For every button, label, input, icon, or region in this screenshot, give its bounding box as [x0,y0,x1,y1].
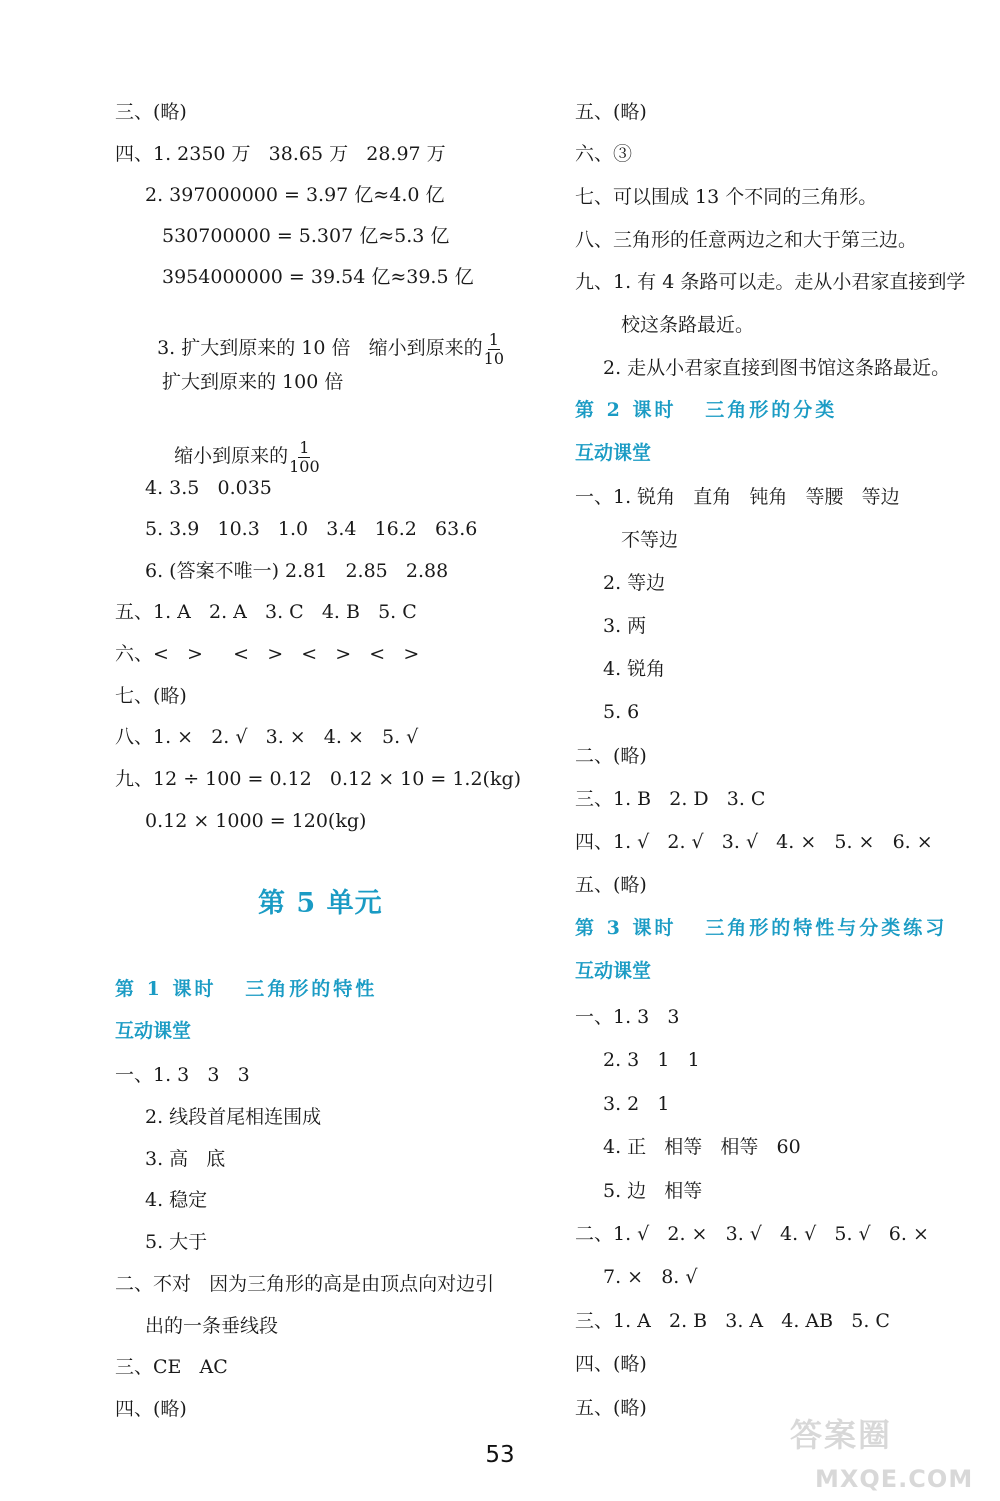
answer-line: 校这条路最近。 [621,314,755,336]
answer-line: 3. 两 [603,615,647,637]
lesson-heading: 第 3 课时 三角形的特性与分类练习 [575,917,948,939]
answer-line: 一、1. 3 3 [575,1006,680,1028]
unit-title: 第 5 单元 [258,888,383,919]
answer-line: 0.12 × 1000 = 120(kg) [145,810,367,832]
watermark: 答案圈 [790,1416,893,1454]
answer-line: 5. 大于 [145,1231,208,1253]
answer-line: 一、1. 3 3 3 [115,1064,250,1086]
page-number: 53 [485,1442,515,1468]
answer-line: 二、(略) [575,745,647,767]
answer-line: 四、1. 2350 万 38.65 万 28.97 万 [115,143,446,165]
answer-line: 九、1. 有 4 条路可以走。走从小君家直接到学 [575,271,966,293]
answer-line: 二、1. √ 2. × 3. √ 4. √ 5. √ 6. × [575,1223,929,1245]
fraction-denominator: 10 [483,348,504,368]
answer-line: 三、CE AC [115,1356,228,1378]
lesson-heading: 第 2 课时 三角形的分类 [575,399,838,421]
fraction [289,439,320,475]
answer-line: 4. 稳定 [145,1189,208,1211]
answer-line: 五、1. A 2. A 3. C 4. B 5. C [115,601,417,623]
answer-line: 2. 走从小君家直接到图书馆这条路最近。 [603,357,951,379]
answer-line: 6. (答案不唯一) 2.81 2.85 2.88 [145,560,449,582]
answer-line: 一、1. 锐角 直角 钝角 等腰 等边 [575,486,900,508]
answer-line: 4. 3.5 0.035 [145,477,272,499]
answer-line: 五、(略) [575,874,647,896]
answer-line: 3. 2 1 [603,1093,670,1115]
answer-line: 3954000000 = 39.54 亿≈39.5 亿 [162,266,474,288]
answer-text: 缩小到原来的 [174,445,289,468]
answer-line: 5. 3.9 10.3 1.0 3.4 16.2 63.6 [145,518,478,540]
answer-line: 2. 等边 [603,572,666,594]
answer-line: 六、< > < > < > < > [115,643,420,665]
answer-line: 5. 边 相等 [603,1180,703,1202]
answer-line: 4. 锐角 [603,658,666,680]
fraction-denominator: 100 [289,456,320,476]
answer-line: 七、(略) [115,685,187,707]
answer-line: 五、(略) [575,101,647,123]
fraction [484,331,504,367]
answer-line: 5. 6 [603,701,640,723]
section-heading: 互动课堂 [575,442,652,464]
answer-line: 2. 3 1 1 [603,1049,700,1071]
answer-text: 3. 扩大到原来的 10 倍 缩小到原来的 [157,337,483,360]
answer-line: 4. 正 相等 相等 60 [603,1136,801,1158]
section-heading: 互动课堂 [575,960,652,982]
answer-line: 七、可以围成 13 个不同的三角形。 [575,186,878,208]
answer-line: 九、12 ÷ 100 = 0.12 0.12 × 10 = 1.2(kg) [115,768,522,790]
answer-line: 2. 线段首尾相连围成 [145,1106,322,1128]
answer-line: 530700000 = 5.307 亿≈5.3 亿 [162,225,450,247]
answer-line-fraction [145,312,504,367]
section-heading: 互动课堂 [115,1020,192,1042]
answer-line: 三、(略) [115,101,187,123]
fraction-numerator: 1 [488,330,499,349]
answer-line: 不等边 [621,529,679,551]
answer-line: 八、1. × 2. √ 3. × 4. × 5. √ [115,726,419,748]
answer-line: 三、1. B 2. D 3. C [575,788,766,810]
answer-line: 二、不对 因为三角形的高是由顶点向对边引 [115,1273,495,1295]
answer-line-fraction [162,420,320,475]
answer-line: 四、1. √ 2. √ 3. √ 4. × 5. × 6. × [575,831,933,853]
answer-line: 五、(略) [575,1397,647,1419]
answer-line: 3. 高 底 [145,1148,226,1170]
watermark-url: MXQE.COM [815,1465,974,1493]
lesson-heading: 第 1 课时 三角形的特性 [115,978,378,1000]
answer-line: 2. 397000000 = 3.97 亿≈4.0 亿 [145,184,445,206]
fraction-numerator: 1 [299,438,310,457]
answer-line: 四、(略) [115,1398,187,1420]
answer-line: 六、③ [575,143,633,165]
answer-line: 出的一条垂线段 [145,1315,279,1337]
answer-line: 八、三角形的任意两边之和大于第三边。 [575,229,918,251]
answer-line: 7. × 8. √ [603,1266,698,1288]
answer-line: 扩大到原来的 100 倍 [162,371,344,393]
answer-line: 四、(略) [575,1353,647,1375]
answer-line: 三、1. A 2. B 3. A 4. AB 5. C [575,1310,890,1332]
